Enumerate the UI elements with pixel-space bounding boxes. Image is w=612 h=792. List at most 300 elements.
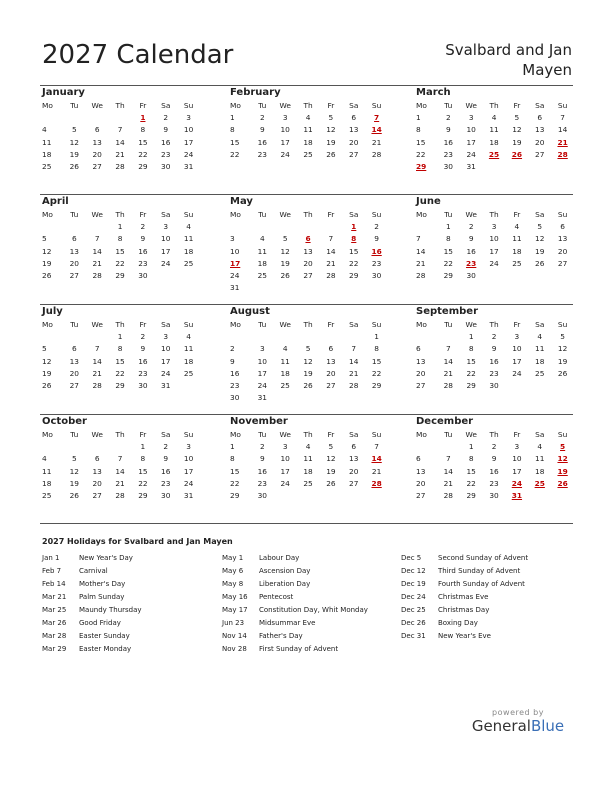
calendar-date: 29 (138, 490, 148, 500)
weekday-label: Sa (535, 101, 545, 110)
holiday-item-name: Mother's Day (79, 580, 126, 588)
weekday-label: Mo (42, 320, 53, 329)
calendar-date (154, 270, 177, 282)
calendar-date: 25 (512, 258, 522, 268)
week-row (40, 478, 200, 490)
holiday-item-date: May 17 (222, 606, 248, 614)
calendar-date: 10 (161, 234, 171, 244)
calendar-date (319, 331, 342, 343)
week-row (40, 356, 200, 368)
week-row (228, 112, 388, 124)
calendar-date: 28 (92, 270, 102, 280)
calendar-date: 19 (535, 246, 545, 256)
calendar-date: 6 (71, 234, 77, 244)
calendar-date: 4 (305, 113, 311, 123)
calendar-date: 8 (468, 454, 474, 464)
calendar-date (177, 270, 200, 282)
weekday-header (228, 100, 388, 112)
month-name: February (230, 87, 281, 98)
weekday-label: Tu (70, 101, 79, 110)
calendar-date (319, 490, 342, 502)
calendar-date: 29 (349, 270, 359, 280)
calendar-date: 10 (280, 125, 290, 135)
calendar-date: 9 (140, 344, 146, 354)
holiday-item (42, 591, 142, 604)
calendar-date: 23 (257, 149, 268, 159)
calendar-date: 8 (230, 454, 235, 464)
calendar-date (551, 161, 574, 173)
calendar-date: 15 (443, 246, 454, 256)
calendar-date: 24 (183, 478, 194, 488)
calendar-date: 19 (42, 368, 52, 378)
week-row (228, 490, 388, 502)
weekday-label: We (279, 430, 291, 439)
month-name: September (416, 306, 478, 317)
calendar-date (274, 282, 297, 294)
calendar-date (177, 380, 200, 392)
calendar-date: 6 (416, 344, 421, 354)
holiday-item-name: Christmas Eve (438, 593, 489, 601)
weekday-label: Fr (327, 430, 335, 439)
calendar-date: 10 (183, 125, 194, 135)
calendar-date: 7 (94, 234, 100, 244)
powered-by-text: powered by (492, 708, 544, 717)
calendar-date: 6 (351, 442, 357, 452)
calendar-date: 26 (42, 270, 52, 280)
weekday-label: Tu (258, 101, 267, 110)
calendar-date: 26 (535, 258, 545, 268)
calendar-date: 3 (230, 234, 235, 244)
holiday-item-name: Fourth Sunday of Advent (438, 580, 525, 588)
calendar-date: 22 (466, 368, 476, 378)
calendar-date (86, 112, 109, 124)
page-title: 2027 Calendar (42, 40, 234, 70)
weekday-label: Mo (230, 430, 241, 439)
calendar-date: 25 (280, 380, 290, 390)
month-may (228, 195, 388, 294)
calendar-date: 15 (138, 466, 148, 476)
holiday-item-name: Maundy Thursday (79, 606, 142, 614)
weekday-label: Sa (161, 101, 171, 110)
calendar-date (365, 282, 388, 294)
calendar-date: 28 (326, 270, 336, 280)
calendar-date: 29 (466, 380, 476, 390)
calendar-date: 15 (230, 466, 240, 476)
calendar-date: 16 (161, 137, 171, 147)
calendar-date (86, 441, 109, 453)
holiday-item-name: Father's Day (259, 632, 303, 640)
calendar-date: 31 (230, 283, 240, 293)
calendar-date: 11 (42, 137, 52, 147)
calendar-date: 6 (560, 222, 565, 232)
calendar-date: 14 (557, 125, 568, 135)
week-row (40, 380, 200, 392)
calendar-date: 2 (259, 113, 265, 123)
calendar-date: 23 (489, 478, 499, 488)
calendar-date: 9 (491, 344, 497, 354)
calendar-date: 22 (416, 149, 426, 159)
weekday-label: Su (557, 320, 568, 329)
calendar-date: 13 (557, 234, 568, 244)
calendar-date: 9 (259, 125, 265, 135)
calendar-date: 16 (466, 246, 476, 256)
calendar-date: 9 (445, 125, 451, 135)
weekday-label: Su (371, 210, 382, 219)
calendar-date: 15 (416, 137, 426, 147)
weekday-header (40, 319, 200, 331)
calendar-date: 12 (535, 234, 545, 244)
calendar-date (528, 490, 551, 502)
calendar-date: 26 (42, 380, 52, 390)
calendar-date: 26 (557, 368, 568, 378)
calendar-date (505, 161, 528, 173)
calendar-date: 27 (349, 478, 359, 488)
holiday-date: 5 (560, 442, 566, 452)
holiday-item-date: May 1 (222, 554, 244, 562)
calendar-date: 31 (257, 393, 268, 403)
calendar-date: 11 (489, 125, 499, 135)
calendar-date (297, 490, 320, 502)
calendar-date: 9 (491, 454, 497, 464)
calendar-date: 11 (280, 356, 290, 366)
week-row (40, 258, 200, 270)
calendar-date: 14 (349, 356, 359, 366)
calendar-date: 7 (351, 344, 357, 354)
weekday-label: Fr (513, 320, 521, 329)
week-row (228, 282, 388, 294)
week-row (414, 270, 574, 282)
holiday-column (42, 552, 142, 656)
calendar-date: 10 (466, 125, 476, 135)
holiday-column (401, 552, 528, 643)
holiday-item-name: Boxing Day (438, 619, 478, 627)
month-name: May (230, 196, 253, 207)
calendar-date: 3 (186, 113, 191, 123)
week-row (414, 124, 574, 136)
calendar-date: 29 (230, 490, 240, 500)
calendar-date: 16 (138, 356, 148, 366)
week-row (40, 246, 200, 258)
calendar-date: 5 (71, 125, 77, 135)
calendar-date: 18 (512, 246, 522, 256)
month-october (40, 415, 200, 502)
calendar-date: 5 (328, 442, 334, 452)
weekday-label: Mo (230, 101, 241, 110)
calendar-date: 15 (230, 137, 240, 147)
calendar-date: 21 (115, 149, 125, 159)
calendar-date: 20 (416, 478, 426, 488)
calendar-date (483, 270, 506, 282)
weekday-header (40, 100, 200, 112)
calendar-date: 20 (535, 137, 545, 147)
calendar-date: 24 (466, 149, 476, 159)
weekday-label: Fr (327, 210, 335, 219)
holiday-item-date: Dec 25 (401, 606, 426, 614)
brand-name (468, 717, 568, 735)
calendar-date: 22 (230, 149, 240, 159)
calendar-date: 19 (303, 368, 313, 378)
calendar-date: 1 (374, 332, 379, 342)
calendar-date (319, 221, 342, 233)
calendar-date: 28 (443, 490, 454, 500)
weekday-label: We (279, 320, 291, 329)
calendar-date: 16 (257, 466, 268, 476)
calendar-date (297, 282, 320, 294)
calendar-date: 25 (303, 149, 313, 159)
weekday-label: Tu (70, 320, 79, 329)
calendar-date: 1 (140, 442, 146, 452)
week-row (40, 124, 200, 136)
weekday-label: Mo (416, 101, 427, 110)
weekday-label: Su (183, 320, 194, 329)
holiday-date: 25 (488, 149, 500, 159)
calendar-date: 5 (71, 454, 77, 464)
holiday-date: 8 (351, 234, 357, 244)
holiday-item (222, 578, 368, 591)
calendar-date: 4 (537, 332, 543, 342)
week-row (228, 221, 388, 233)
week-row (414, 112, 574, 124)
calendar-date: 4 (42, 454, 47, 464)
week-row (228, 149, 388, 161)
calendar-date: 4 (537, 442, 543, 452)
weekday-label: Th (115, 101, 125, 110)
calendar-date: 23 (257, 478, 268, 488)
holiday-item-name: New Year's Day (79, 554, 133, 562)
calendar-date (63, 441, 86, 453)
holiday-item (222, 552, 368, 565)
calendar-date: 24 (489, 258, 499, 268)
holiday-date: 25 (534, 478, 545, 488)
weekday-label: Fr (139, 430, 147, 439)
holiday-item (401, 591, 528, 604)
week-row (414, 441, 574, 453)
holiday-date: 14 (371, 454, 382, 464)
calendar-date: 30 (138, 380, 148, 390)
holiday-item (42, 617, 142, 630)
holiday-item (401, 578, 528, 591)
calendar-date: 2 (163, 113, 169, 123)
week-row (228, 368, 388, 380)
holiday-date: 1 (140, 113, 146, 123)
calendar-date: 1 (230, 113, 235, 123)
calendar-date: 30 (138, 270, 148, 280)
weekday-label: Su (371, 320, 382, 329)
holiday-date: 16 (371, 246, 382, 256)
calendar-date: 27 (92, 161, 102, 171)
calendar-date: 21 (443, 368, 454, 378)
month-name: August (230, 306, 270, 317)
calendar-date: 3 (163, 222, 169, 232)
calendar-date: 7 (560, 113, 565, 123)
calendar-date (40, 331, 63, 343)
calendar-date: 26 (326, 478, 336, 488)
week-row (228, 466, 388, 478)
calendar-date: 24 (257, 380, 268, 390)
calendar-date: 20 (303, 258, 313, 268)
weekday-label: Sa (349, 101, 359, 110)
calendar-date: 15 (466, 356, 476, 366)
weekday-label: Fr (327, 320, 335, 329)
calendar-date: 10 (512, 344, 522, 354)
calendar-date: 22 (138, 149, 148, 159)
calendar-date: 30 (371, 270, 382, 280)
month-march (414, 86, 574, 173)
calendar-date: 3 (491, 222, 497, 232)
calendar-date: 24 (183, 149, 194, 159)
weekday-header (228, 319, 388, 331)
holiday-item-date: Feb 14 (42, 580, 66, 588)
holiday-item (222, 591, 368, 604)
week-row (40, 490, 200, 502)
calendar-date: 4 (259, 234, 265, 244)
calendar-date: 11 (303, 454, 313, 464)
weekday-label: Mo (416, 210, 427, 219)
holiday-item-date: Dec 26 (401, 619, 426, 627)
calendar-date: 10 (257, 356, 268, 366)
calendar-date: 27 (303, 270, 313, 280)
weekday-label: Sa (349, 320, 359, 329)
calendar-date: 24 (280, 478, 290, 488)
calendar-date: 23 (138, 258, 148, 268)
calendar-date (505, 270, 528, 282)
calendar-date: 10 (161, 344, 171, 354)
month-april (40, 195, 200, 282)
calendar-date: 29 (371, 380, 382, 390)
weekday-label: Sa (349, 430, 359, 439)
calendar-date (528, 380, 551, 392)
holiday-column (222, 552, 368, 656)
calendar-date: 20 (349, 137, 359, 147)
calendar-date: 8 (374, 344, 379, 354)
holiday-item-name: Palm Sunday (79, 593, 125, 601)
calendar-date: 13 (416, 466, 426, 476)
holiday-item (42, 565, 142, 578)
calendar-date: 18 (303, 137, 313, 147)
weekday-label: Tu (444, 430, 453, 439)
calendar-date: 17 (512, 466, 522, 476)
calendar-date: 19 (512, 137, 522, 147)
weekday-label: Tu (258, 210, 267, 219)
calendar-date: 11 (512, 234, 522, 244)
calendar-date (109, 441, 132, 453)
calendar-date: 10 (489, 234, 499, 244)
calendar-date: 5 (305, 344, 311, 354)
holiday-item-name: Second Sunday of Advent (438, 554, 529, 562)
holiday-date: 23 (466, 258, 477, 268)
holiday-item (42, 630, 142, 643)
holiday-item (222, 617, 368, 630)
calendar-date: 17 (161, 246, 171, 256)
week-row (414, 246, 574, 258)
weekday-label: Th (303, 430, 313, 439)
holiday-item-date: Mar 21 (42, 593, 67, 601)
weekday-header (40, 429, 200, 441)
week-row (228, 380, 388, 392)
calendar-date: 3 (186, 442, 191, 452)
calendar-date: 28 (416, 270, 426, 280)
calendar-date (342, 392, 365, 404)
week-row (228, 331, 388, 343)
week-row (40, 149, 200, 161)
weekday-label: We (465, 430, 477, 439)
calendar-date (414, 441, 437, 453)
weekday-label: Mo (42, 101, 53, 110)
calendar-date: 22 (138, 478, 148, 488)
weekday-label: Su (371, 101, 382, 110)
calendar-date (274, 392, 297, 404)
weekday-label: Mo (230, 320, 241, 329)
holiday-item-date: Nov 28 (222, 645, 247, 653)
weekday-label: Fr (139, 101, 147, 110)
calendar-date: 1 (117, 332, 123, 342)
calendar-date: 12 (69, 137, 80, 147)
month-name: November (230, 416, 288, 427)
calendar-date: 17 (183, 466, 194, 476)
month-september (414, 305, 574, 392)
holiday-date: 24 (511, 478, 523, 488)
week-row (228, 441, 388, 453)
holiday-item (401, 565, 528, 578)
calendar-date: 21 (115, 478, 125, 488)
calendar-date: 16 (257, 137, 268, 147)
calendar-date: 21 (92, 368, 102, 378)
week-row (414, 149, 574, 161)
calendar-date: 8 (117, 344, 123, 354)
calendar-date: 15 (466, 466, 476, 476)
calendar-date: 14 (92, 246, 102, 256)
holiday-item-date: Nov 14 (222, 632, 247, 640)
calendar-date: 23 (489, 368, 499, 378)
weekday-header (414, 100, 574, 112)
calendar-date: 25 (257, 270, 268, 280)
calendar-date: 20 (69, 368, 80, 378)
calendar-date: 12 (280, 246, 290, 256)
calendar-date (505, 380, 528, 392)
holiday-item (222, 630, 368, 643)
calendar-date: 25 (535, 368, 545, 378)
calendar-date: 7 (445, 454, 451, 464)
calendar-date: 11 (257, 246, 268, 256)
calendar-date: 21 (371, 137, 382, 147)
calendar-date: 20 (416, 368, 426, 378)
weekday-label: Tu (258, 320, 267, 329)
month-name: October (42, 416, 87, 427)
month-december (414, 415, 574, 502)
calendar-date (274, 331, 297, 343)
weekday-label: We (91, 210, 103, 219)
holiday-date: 31 (511, 490, 523, 500)
calendar-date: 26 (69, 490, 80, 500)
calendar-date: 16 (489, 466, 499, 476)
month-july (40, 305, 200, 392)
calendar-date: 2 (491, 332, 497, 342)
weekday-label: We (91, 101, 103, 110)
calendar-date: 10 (230, 246, 240, 256)
weekday-label: Th (489, 320, 499, 329)
calendar-date: 27 (416, 490, 426, 500)
holiday-item-date: Dec 24 (401, 593, 426, 601)
weekday-label: Mo (416, 430, 427, 439)
weekday-label: Fr (139, 320, 147, 329)
calendar-date: 2 (259, 442, 265, 452)
calendar-date: 13 (92, 466, 102, 476)
week-row (228, 246, 388, 258)
weekday-label: Tu (70, 430, 79, 439)
calendar-date: 11 (535, 454, 545, 464)
calendar-date: 9 (163, 454, 169, 464)
calendar-date: 27 (557, 258, 568, 268)
